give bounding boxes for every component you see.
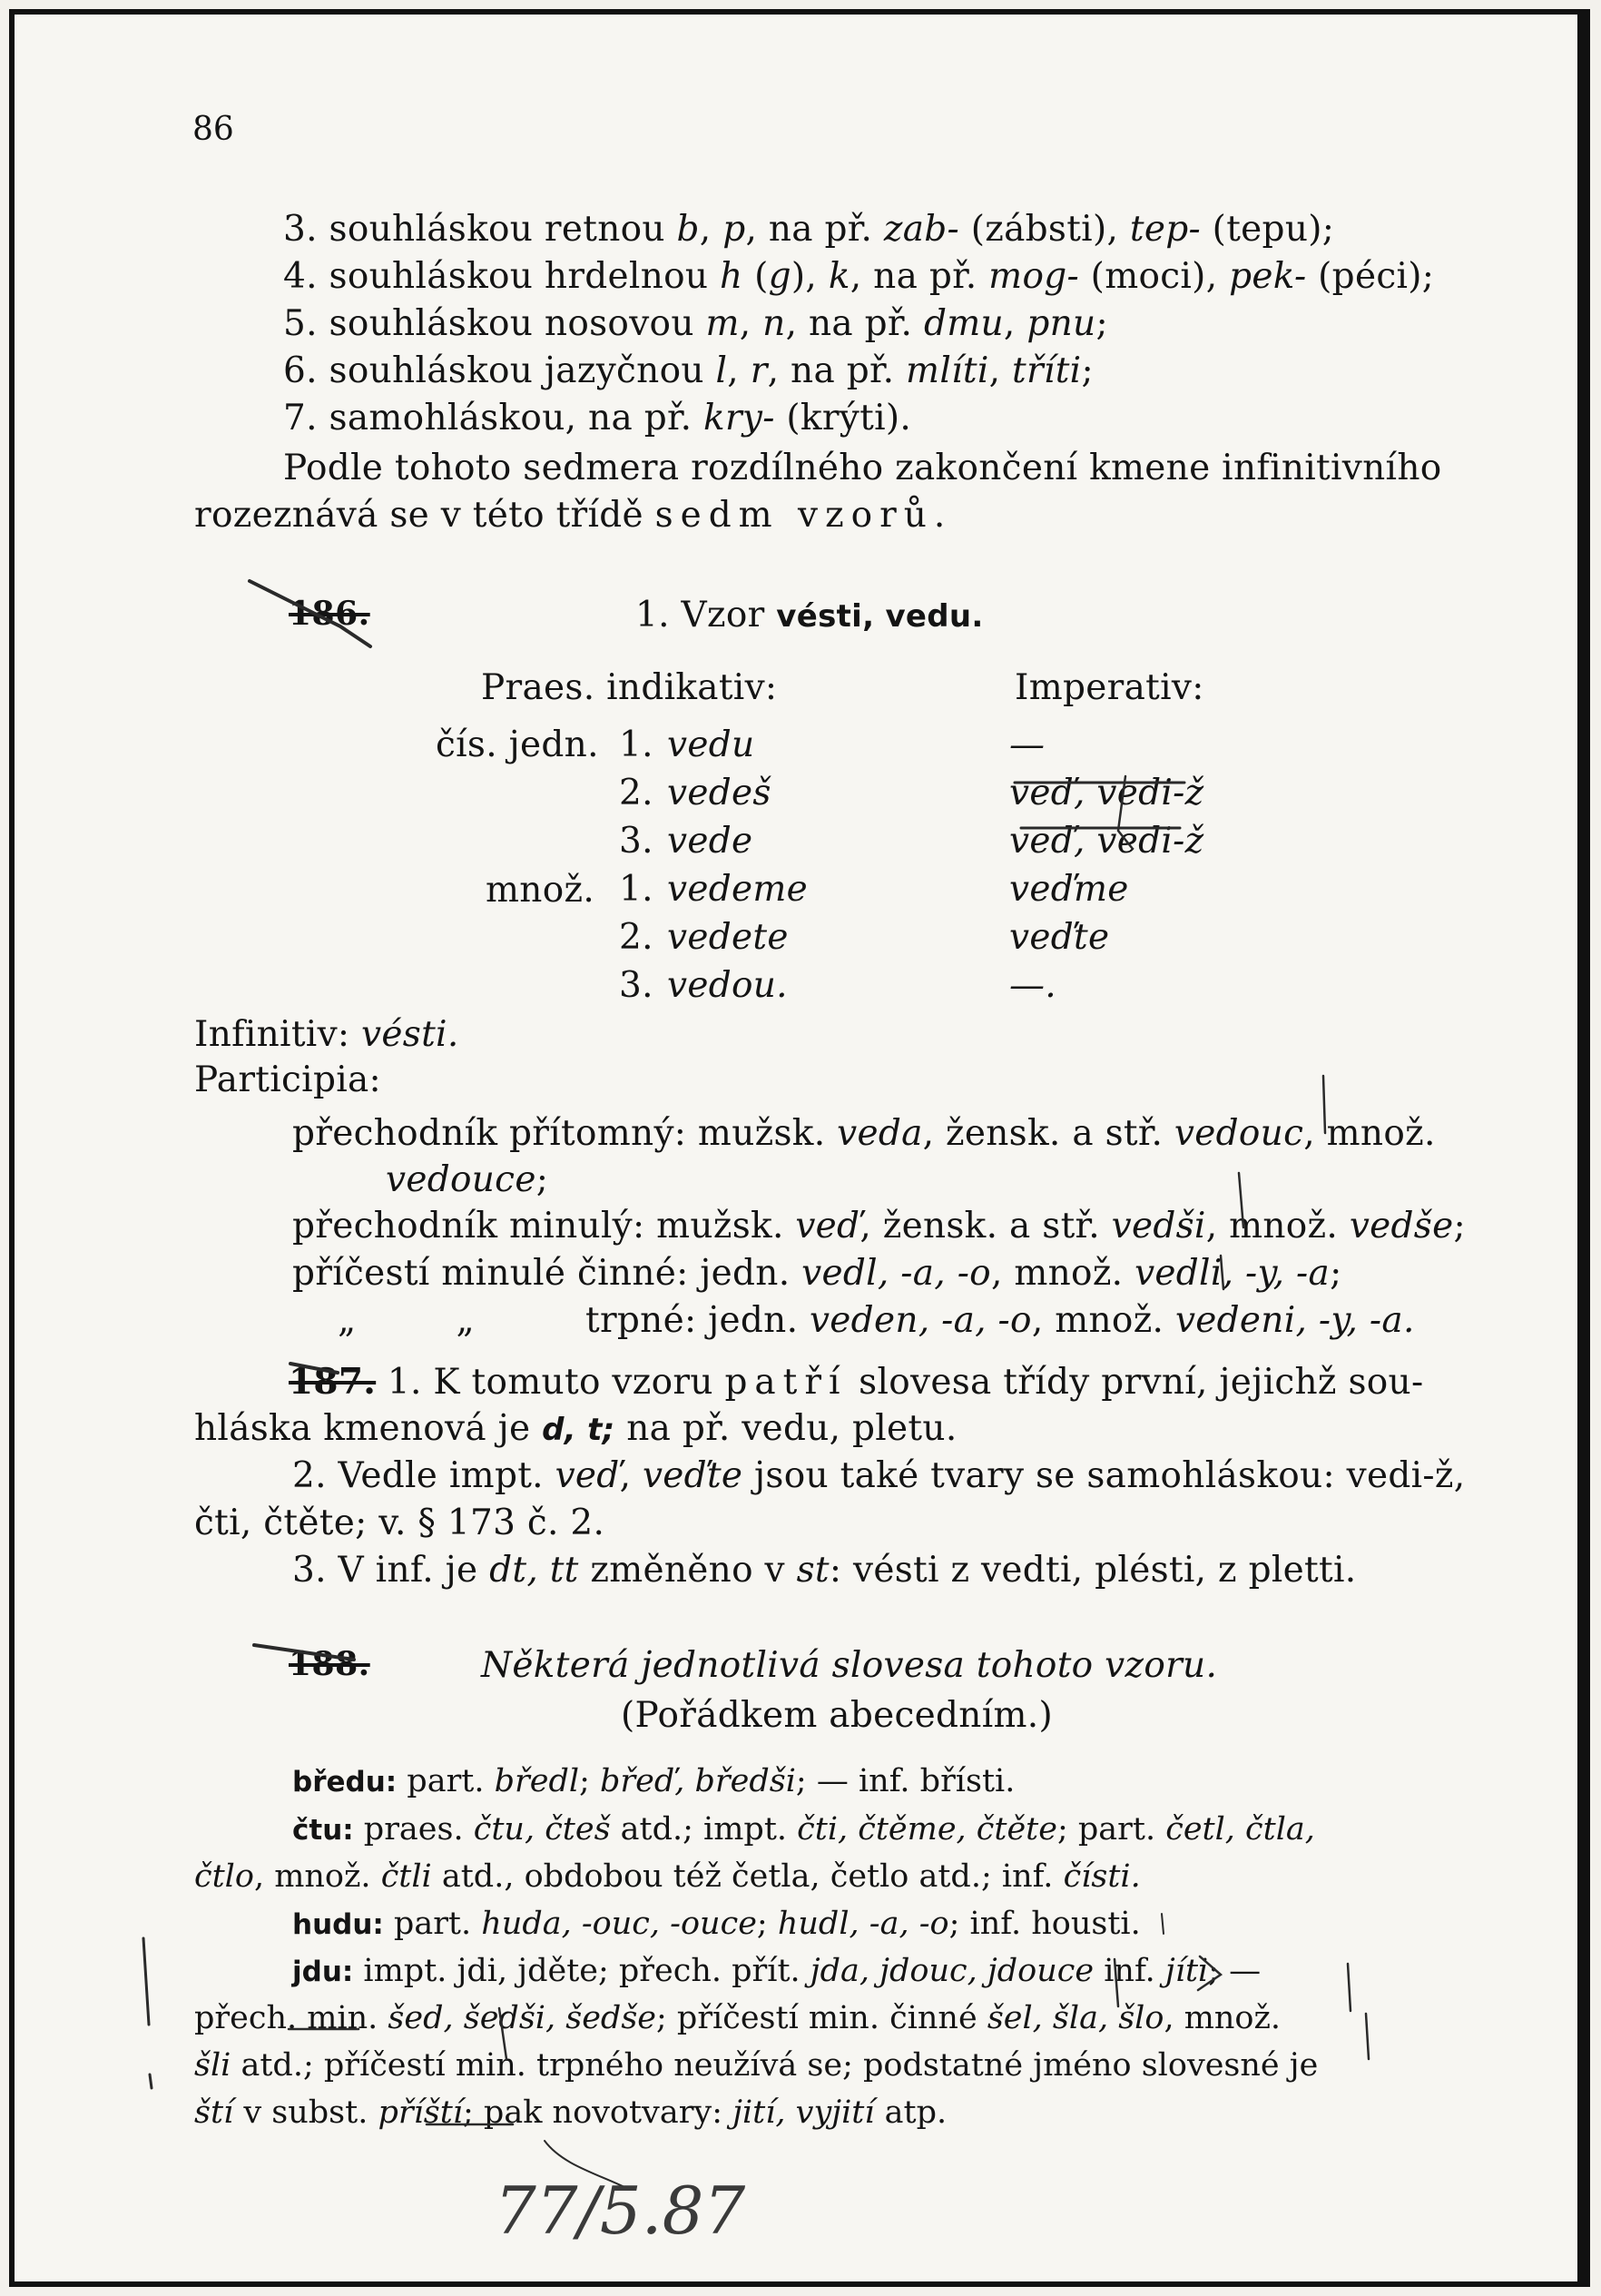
section-187-line-1: 187. 1. K tomuto vzoru patří slovesa třídy první, jejichž sou-: [289, 1361, 1424, 1403]
text-run: (tepu);: [1200, 209, 1335, 250]
participle-line-1b: vedouce;: [386, 1159, 549, 1200]
text-run: (péci);: [1306, 256, 1435, 297]
italic-word: n: [762, 303, 786, 344]
text-run: praes.: [353, 1811, 474, 1848]
italic-word: mlíti: [906, 350, 989, 391]
section-187-line-3: 2. Vedle impt. veď, veďte jsou také tvary se samohláskou: vedi-ž,: [292, 1455, 1466, 1496]
mnoz-label: množ.: [486, 870, 595, 911]
paradigm-form: vede: [667, 821, 753, 862]
infinitiv-label: Infinitiv:: [194, 1014, 350, 1055]
paradigm-form: vedeš: [667, 773, 771, 813]
italic-word: pek-: [1229, 256, 1307, 297]
entry-line: [194, 2047, 1318, 2084]
entry-line: [292, 1906, 1141, 1942]
text-run: ;: [1081, 350, 1094, 391]
italic-word: čtli: [380, 1858, 432, 1895]
italic-word: šel, šla, šlo: [987, 2000, 1164, 2036]
italic-word: dmu: [923, 303, 1004, 344]
intro-line-2: [194, 495, 952, 536]
italic-word: k: [828, 256, 850, 297]
handwritten-number: 77/5.87: [495, 2173, 746, 2249]
intro-line-1: Podle tohoto sedmera rozdílného zakončení kmene infinitivního: [283, 448, 1442, 488]
text-run: ,: [1003, 303, 1027, 344]
text-run: atd.; impt.: [610, 1811, 798, 1848]
entry-line: [292, 1811, 1315, 1848]
participle-line-2: přechodník minulý: mužsk. veď, žensk. a stř. vedši, množ. vedše;: [292, 1206, 1466, 1247]
cis-jedn-label: čís. jedn.: [436, 724, 599, 765]
italic-word: šli: [194, 2047, 231, 2084]
italic-word: tříti: [1012, 350, 1082, 391]
text-run: přech. min.: [194, 2000, 388, 2036]
paradigm-form: vedu: [667, 724, 755, 765]
entry-line: [194, 1858, 1141, 1895]
entry-line: [292, 1953, 1261, 1989]
italic-word: ští: [194, 2094, 234, 2131]
italic-word: četl, čtla,: [1165, 1811, 1315, 1848]
imperative-form: —: [1009, 724, 1046, 765]
text-run: v subst.: [233, 2094, 378, 2131]
list-item: [283, 398, 911, 439]
text-run: (zábsti),: [959, 209, 1130, 250]
italic-word: huda, -ouc, -ouce: [481, 1906, 757, 1942]
text-run: part.: [397, 1763, 495, 1799]
text-run: ;: [579, 1763, 600, 1799]
list-text: souhláskou hrdelnou: [329, 256, 721, 297]
italic-word: čti, čtěme, čtěte: [797, 1811, 1057, 1848]
section-number-186: 186.: [289, 595, 370, 633]
intro-spaced-text: sedm vzorů.: [654, 495, 953, 536]
paradigm-form: vedete: [667, 917, 789, 958]
paradigm-person: 3.: [619, 965, 653, 1006]
section-188-subtitle: (Pořádkem abecedním.): [621, 1695, 1053, 1736]
text-run: ,: [988, 350, 1013, 391]
italic-word: mog-: [988, 256, 1079, 297]
italic-word: hudl, -a, -o: [777, 1906, 949, 1942]
italic-word: kry-: [703, 398, 775, 439]
italic-word: jda, jdouc, jdouce: [810, 1953, 1095, 1989]
text-run: atd.; příčestí min. trpného neužívá se; podstatné jméno slovesné je: [231, 2047, 1319, 2084]
entry-headword: jdu:: [292, 1956, 354, 1988]
infinitiv-line: [194, 1014, 459, 1055]
text-run: ),: [791, 256, 829, 297]
text-run: part.: [383, 1906, 482, 1942]
italic-word: r: [750, 350, 768, 391]
italic-word: l: [715, 350, 728, 391]
list-number: 3.: [283, 209, 318, 250]
section-186-title: [635, 595, 984, 636]
list-item: [283, 256, 1434, 297]
text-run: , na př.: [745, 209, 884, 250]
title-text: 1. Vzor: [635, 595, 777, 636]
text-run: , množ.: [253, 1858, 381, 1895]
text-run: , na př.: [850, 256, 989, 297]
intro-text: rozeznává se v této třídě: [194, 495, 655, 536]
text-run: , množ.: [1164, 2000, 1282, 2036]
list-item: [283, 350, 1094, 391]
text-run: atd., obdobou též četla, četlo atd.; inf.: [431, 1858, 1064, 1895]
italic-word: g: [768, 256, 791, 297]
list-text: samohláskou, na př.: [329, 398, 704, 439]
text-run: (moci),: [1078, 256, 1230, 297]
paradigm-form: vedeme: [667, 869, 809, 910]
list-number: 7.: [283, 398, 318, 439]
italic-word: p: [722, 209, 746, 250]
text-run: impt. jdi, jděte; přech. přít.: [353, 1953, 810, 1989]
italic-word: h: [720, 256, 743, 297]
text-run: ,: [699, 209, 723, 250]
text-run: ;: [756, 1906, 778, 1942]
participia-label: Participia:: [194, 1059, 381, 1100]
text-run: ; pak novotvary:: [463, 2094, 733, 2131]
italic-word: šed, šedši, šedše: [388, 2000, 656, 2036]
section-number-187: 187.: [289, 1361, 377, 1403]
text-run: ; příčestí min. činné: [656, 2000, 987, 2036]
paradigm-person: 2.: [619, 773, 653, 813]
imperativ-heading: Imperativ:: [1015, 667, 1204, 708]
italic-word: pnu: [1026, 303, 1096, 344]
italic-word: tep-: [1129, 209, 1201, 250]
text-run: (: [742, 256, 769, 297]
list-number: 5.: [283, 303, 318, 344]
paradigm-person: 1.: [619, 869, 653, 910]
text-run: ; — inf. břísti.: [795, 1763, 1016, 1799]
entry-line: [292, 1763, 1015, 1799]
italic-word: jití, vyjití: [732, 2094, 875, 2131]
text-run: atp.: [874, 2094, 948, 2131]
page-number: 86: [192, 111, 234, 148]
participle-line-1: přechodník přítomný: mužsk. veda, žensk. a stř. vedouc, množ.: [292, 1113, 1436, 1154]
list-number: 4.: [283, 256, 318, 297]
imperative-form: —.: [1009, 965, 1056, 1006]
section-187-line-2: hláska kmenová je d, t; na př. vedu, pletu.: [194, 1408, 958, 1449]
paradigm-person: 1.: [619, 724, 653, 765]
paradigm-person: 3.: [619, 821, 653, 862]
text-run: , na př.: [767, 350, 907, 391]
text-run: ; —: [1208, 1953, 1262, 1989]
list-text: souhláskou jazyčnou: [329, 350, 716, 391]
text-run: ,: [727, 350, 751, 391]
italic-word: břeď, bředši: [600, 1763, 796, 1799]
italic-word: čtlo: [194, 1858, 254, 1895]
title-bold: vésti, vedu.: [776, 598, 984, 635]
imperative-form: veď, vedi-ž: [1009, 773, 1204, 813]
italic-word: m: [705, 303, 740, 344]
entry-headword: čtu:: [292, 1814, 354, 1847]
section-187-line-4: čti, čtěte; v. § 173 č. 2.: [194, 1503, 605, 1543]
text-run: ;: [1095, 303, 1108, 344]
text-run: (krýti).: [774, 398, 912, 439]
italic-word: příští: [378, 2094, 464, 2131]
italic-word: jíti: [1164, 1953, 1209, 1989]
participle-line-4-quotes: „ „: [338, 1300, 476, 1341]
italic-word: bředl: [494, 1763, 580, 1799]
participle-line-4: trpné: jedn. veden, -a, -o, množ. vedeni, -y, -a.: [585, 1300, 1415, 1341]
italic-word: čtu, čteš: [473, 1811, 611, 1848]
section-187-line-5: 3. V inf. je dt, tt změněno v st: vésti z vedti, plésti, z pletti.: [292, 1550, 1357, 1591]
list-number: 6.: [283, 350, 318, 391]
text-run: ; part.: [1056, 1811, 1166, 1848]
imperative-form: veďme: [1009, 869, 1129, 910]
list-item: [283, 303, 1108, 344]
text-run: , na př.: [785, 303, 924, 344]
italic-word: zab-: [883, 209, 960, 250]
italic-word: čísti.: [1063, 1858, 1141, 1895]
infinitiv-value: vésti.: [361, 1014, 459, 1055]
entry-headword: bředu:: [292, 1766, 398, 1798]
entry-line: [194, 2000, 1281, 2036]
imperative-form: veď, vedi-ž: [1009, 821, 1204, 862]
entry-headword: hudu:: [292, 1908, 384, 1941]
list-text: souhláskou retnou: [329, 209, 677, 250]
list-text: souhláskou nosovou: [329, 303, 706, 344]
text-run: ; inf. housti.: [948, 1906, 1141, 1942]
paradigm-person: 2.: [619, 917, 653, 958]
italic-word: b: [676, 209, 700, 250]
section-number-188: 188.: [289, 1645, 370, 1683]
imperative-form: veďte: [1009, 917, 1110, 958]
text-run: ,: [739, 303, 763, 344]
section-188-title: Některá jednotlivá slovesa tohoto vzoru.: [481, 1645, 1218, 1686]
text-run: inf.: [1094, 1953, 1165, 1989]
praes-heading: Praes. indikativ:: [481, 667, 778, 708]
participle-line-3: příčestí minulé činné: jedn. vedl, -a, -o, množ. vedli, -y, -a;: [292, 1253, 1342, 1294]
entry-line: [194, 2094, 947, 2131]
paradigm-form: vedou.: [667, 965, 788, 1006]
list-item: [283, 209, 1334, 250]
